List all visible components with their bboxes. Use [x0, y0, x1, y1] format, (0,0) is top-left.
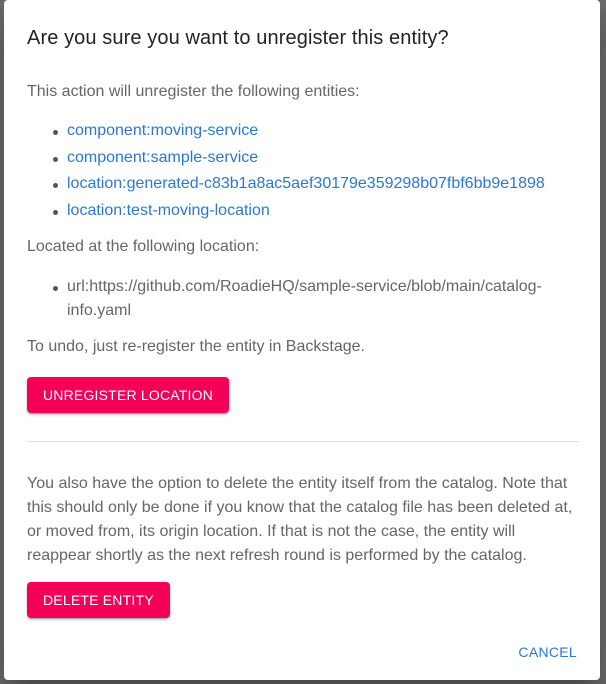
entity-list: [27, 118, 579, 224]
divider: [27, 441, 579, 442]
dialog-title: Are you sure you want to unregister this entity?: [27, 27, 449, 49]
location-url: url:https://github.com/RoadieHQ/sample-service/blob/main/catalog-info.yaml: [67, 278, 542, 319]
unregister-dialog: [4, 0, 600, 680]
location-list: [27, 275, 579, 323]
delete-entity-button[interactable]: DELETE ENTITY: [27, 582, 170, 618]
bullet-icon: [53, 157, 58, 162]
location-label: Located at the following location:: [27, 238, 260, 255]
list-item: [27, 118, 579, 145]
dialog-content: [27, 80, 579, 413]
delete-section: [27, 472, 579, 618]
bullet-icon: [53, 210, 58, 215]
cancel-button[interactable]: CANCEL: [516, 640, 579, 664]
entity-link[interactable]: component:moving-service: [67, 122, 259, 139]
list-item: [27, 198, 579, 225]
entity-link[interactable]: location:generated-c83b1a8ac5aef30179e359298b07fbf6bb9e1898: [67, 175, 545, 192]
list-item: [27, 275, 547, 323]
undo-text: To undo, just re-register the entity in Backstage.: [27, 338, 365, 355]
bullet-icon: [53, 130, 58, 135]
bullet-icon: [53, 286, 58, 291]
delete-description: You also have the option to delete the entity itself from the catalog. Note that this should only be done if you know that the catalog file has been deleted at, or moved from, its origin location. If that is not the case, the entity will reappear shortly as the next refresh round is performed by the catalog.: [27, 475, 573, 564]
list-item: [27, 171, 579, 198]
unregister-location-button[interactable]: UNREGISTER LOCATION: [27, 377, 229, 413]
entity-link[interactable]: location:test-moving-location: [67, 201, 270, 219]
entity-link[interactable]: component:sample-service: [67, 148, 259, 166]
list-item: [27, 145, 579, 172]
intro-text: This action will unregister the following entities:: [27, 83, 360, 100]
bullet-icon: [53, 183, 58, 188]
